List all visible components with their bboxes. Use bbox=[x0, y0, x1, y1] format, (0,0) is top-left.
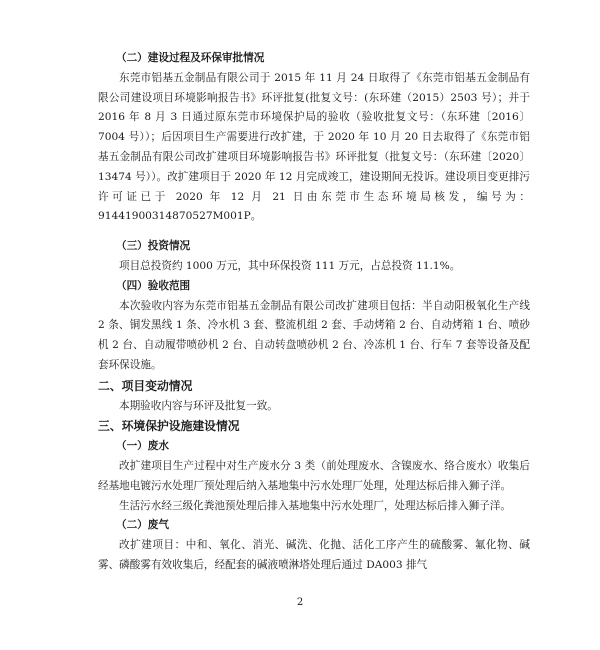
subsection-heading: （一）废水 bbox=[116, 440, 169, 453]
page-number: 2 bbox=[296, 597, 304, 608]
paragraph: 改扩建项目：中和、氧化、消光、碱洗、化抛、活化工序产生的硫酸雾、氟化物、碱雾、磷酸雾有效收集后，经配套的碱液喷淋塔处理后通过 DA003 排气 bbox=[98, 539, 530, 571]
document-body bbox=[98, 49, 530, 576]
paragraph: 项目总投资约 1000 万元，其中环保投资 111 万元，占总投资 11.1%。 bbox=[119, 259, 461, 272]
subsection-heading: （四）验收范围 bbox=[116, 279, 191, 292]
section-heading: 二、项目变动情况 bbox=[98, 378, 193, 393]
paragraph: 本期验收内容与环评及批复一致。 bbox=[119, 399, 278, 412]
subsection-heading: （二）建设过程及环保审批情况 bbox=[116, 52, 265, 64]
subsection-heading: （二）废气 bbox=[116, 519, 169, 532]
paragraph: 本次验收内容为东莞市铝基五金制品有限公司改扩建项目包括：半自动阳极氧化生产线 2 条、铜发黑线 1 条、冷水机 3 套、整流机组 2 套、手动烤箱 2 台、自动烤箱 1 台、喷砂机 2 台、自动履带喷砂机 2 台、自动转盘喷砂机 2 台、冷冻机 1 台、行车 7 套等设备及配套环保设施。 bbox=[98, 299, 530, 371]
paragraph: 生活污水经三级化粪池预处理后排入基地集中污水处理厂，处理达标后排入狮子洋。 bbox=[119, 499, 511, 512]
subsection-heading: （三）投资情况 bbox=[116, 240, 191, 253]
paragraph: 改扩建项目生产过程中对生产废水分 3 类（前处理废水、含镍废水、络合废水）收集后经基地电镀污水处理厂预处理后纳入基地集中污水处理厂处理，处理达标后排入狮子洋。 bbox=[98, 459, 530, 492]
spacer bbox=[98, 227, 530, 237]
paragraph: 东莞市铝基五金制品有限公司于 2015 年 11 月 24 日取得了《东莞市铝基五金制品有限公司建设项目环境影响报告书》环评批复(批复文号：(东环建（2015）2503 号）；并于 2016 年 8 月 3 日通过原东莞市环境保护局的验收（验收批复文号：（东环建〔2016〕7004 号））；后因项目生产需要进行改扩建，于 2020 年 10 月 20 日去取得了《东莞市铝基五金制品有限公司改扩建项目环境影响报告书》环评批复（批复文号：（东环建〔2020〕13474 号））。改扩建项目于 2020 年 12 月完成竣工，建设期间无投诉。建设项目变更排污许可证已于 2020 年 12 月 21 日由东莞市生态环境局核发，编号为：91441900314870527M001P。 bbox=[98, 71, 530, 223]
section-heading: 三、环境保护设施建设情况 bbox=[98, 419, 240, 434]
